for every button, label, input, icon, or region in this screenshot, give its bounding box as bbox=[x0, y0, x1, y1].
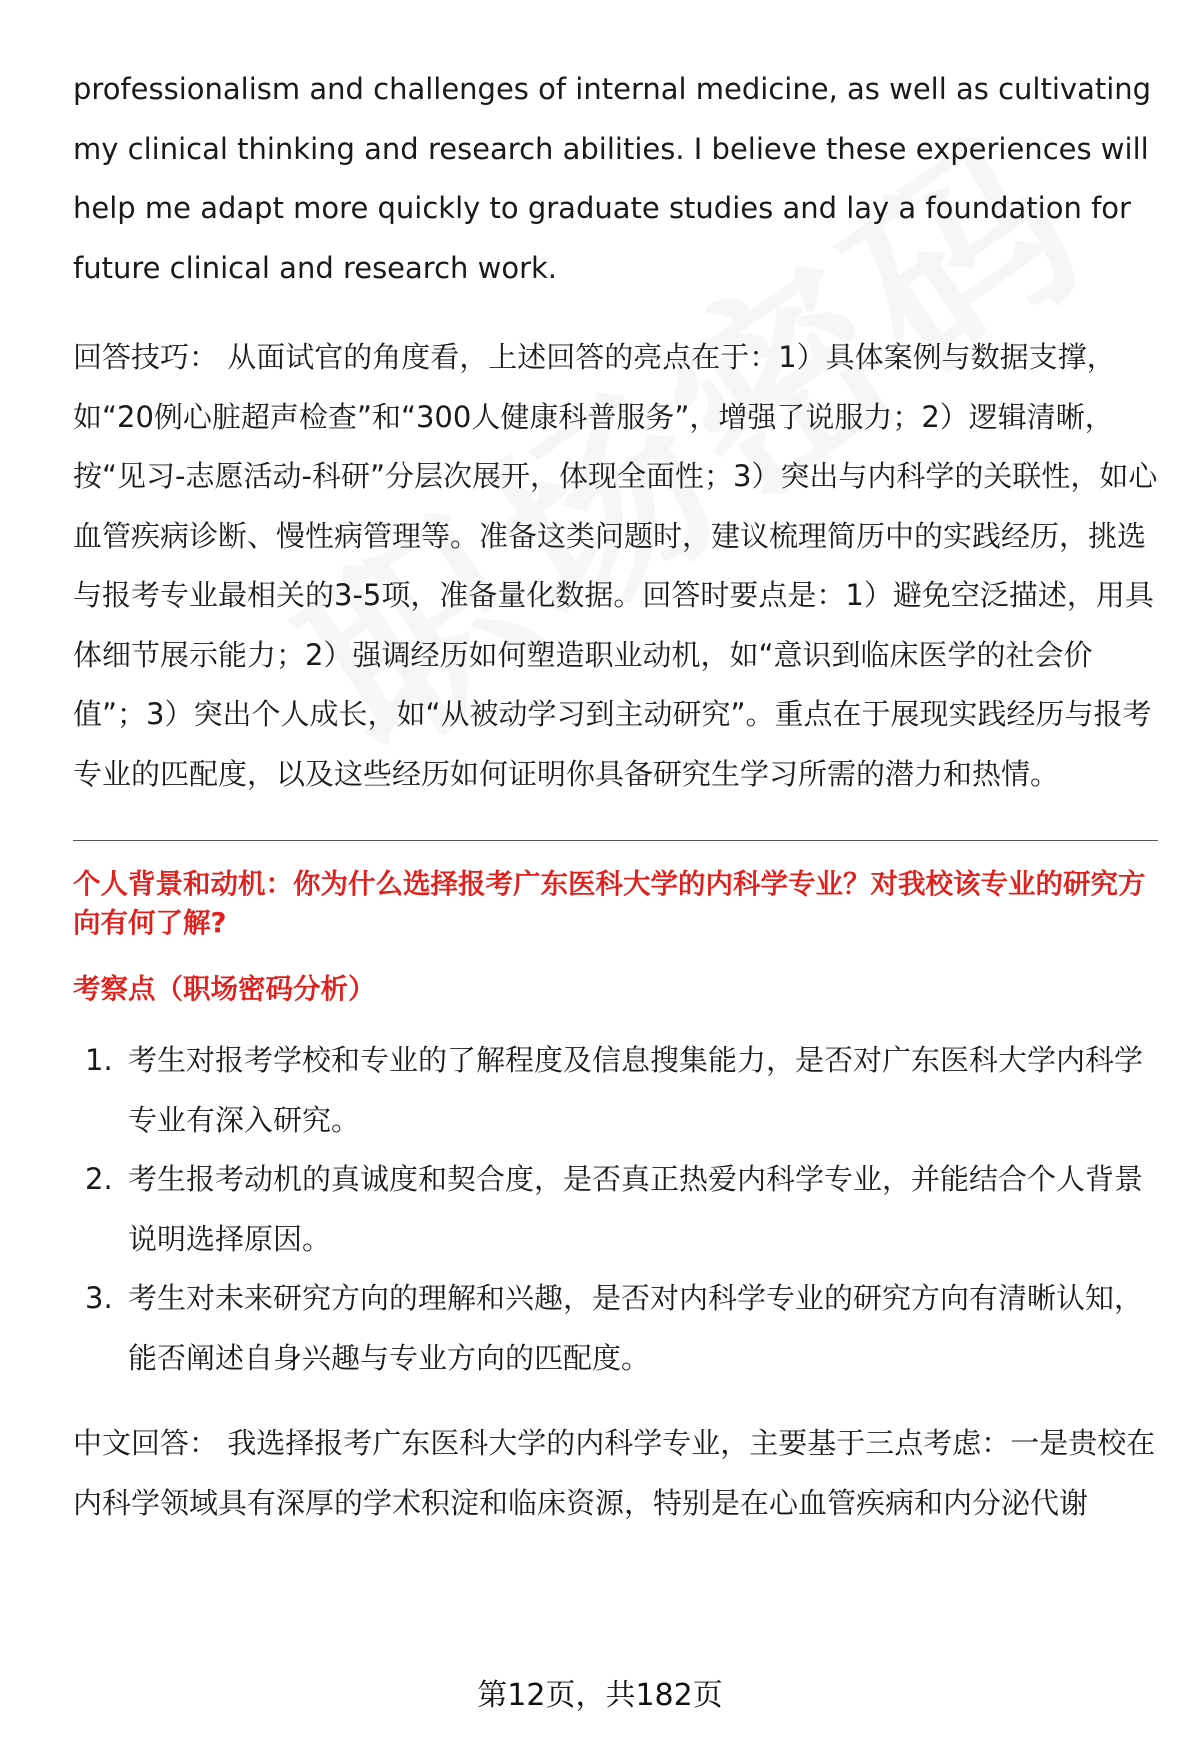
list-item-number: 1. bbox=[85, 1043, 113, 1077]
list-item-number: 2. bbox=[85, 1162, 113, 1196]
list-item bbox=[73, 1269, 1158, 1388]
list-item bbox=[73, 1031, 1158, 1150]
chinese-answer-paragraph: 中文回答： 我选择报考广东医科大学的内科学专业，主要基于三点考虑：一是贵校在内科学领域具有深厚的学术积淀和临床资源，特别是在心血管疾病和内分泌代谢 bbox=[73, 1426, 1156, 1520]
question-heading: 个人背景和动机：你为什么选择报考广东医科大学的内科学专业？对我校该专业的研究方向有何了解? bbox=[73, 868, 1146, 939]
page-footer: 第12页，共182页 bbox=[477, 1678, 723, 1713]
list-item-number: 3. bbox=[85, 1281, 113, 1315]
list-item-text: 考生报考动机的真诚度和契合度，是否真正热爱内科学专业，并能结合个人背景说明选择原因。 bbox=[128, 1162, 1144, 1256]
list-item bbox=[73, 1150, 1158, 1269]
list-item-text: 考生对报考学校和专业的了解程度及信息搜集能力，是否对广东医科大学内科学专业有深入研究。 bbox=[128, 1043, 1144, 1137]
examine-points-heading: 考察点（职场密码分析） bbox=[73, 973, 376, 1005]
intro-english-paragraph: professionalism and challenges of internal medicine, as well as cultivating my clinical thinking and research abilities. I believe these experiences will help me adapt more quickly to graduate studies and lay a foundation for future clinical and research work. bbox=[73, 72, 1152, 285]
examine-points-list bbox=[73, 1031, 1158, 1388]
answer-tip-paragraph: 回答技巧： 从面试官的角度看，上述回答的亮点在于：1）具体案例与数据支撑，如“20例心脏超声检查”和“300人健康科普服务”，增强了说服力；2）逻辑清晰，按“见习-志愿活动-科研”分层次展开，体现全面性；3）突出与内科学的关联性，如心血管疾病诊断、慢性病管理等。准备这类问题时，建议梳理简历中的实践经历，挑选与报考专业最相关的3-5项，准备量化数据。回答时要点是：1）避免空泛描述，用具体细节展示能力；2）强调经历如何塑造职业动机，如“意识到临床医学的社会价值”；3）突出个人成长，如“从被动学习到主动研究”。重点在于展现实践经历与报考专业的匹配度，以及这些经历如何证明你具备研究生学习所需的潜力和热情。 bbox=[73, 340, 1158, 791]
document-page bbox=[73, 60, 1158, 1533]
list-item-text: 考生对未来研究方向的理解和兴趣，是否对内科学专业的研究方向有清晰认知，能否阐述自身兴趣与专业方向的匹配度。 bbox=[128, 1281, 1144, 1375]
